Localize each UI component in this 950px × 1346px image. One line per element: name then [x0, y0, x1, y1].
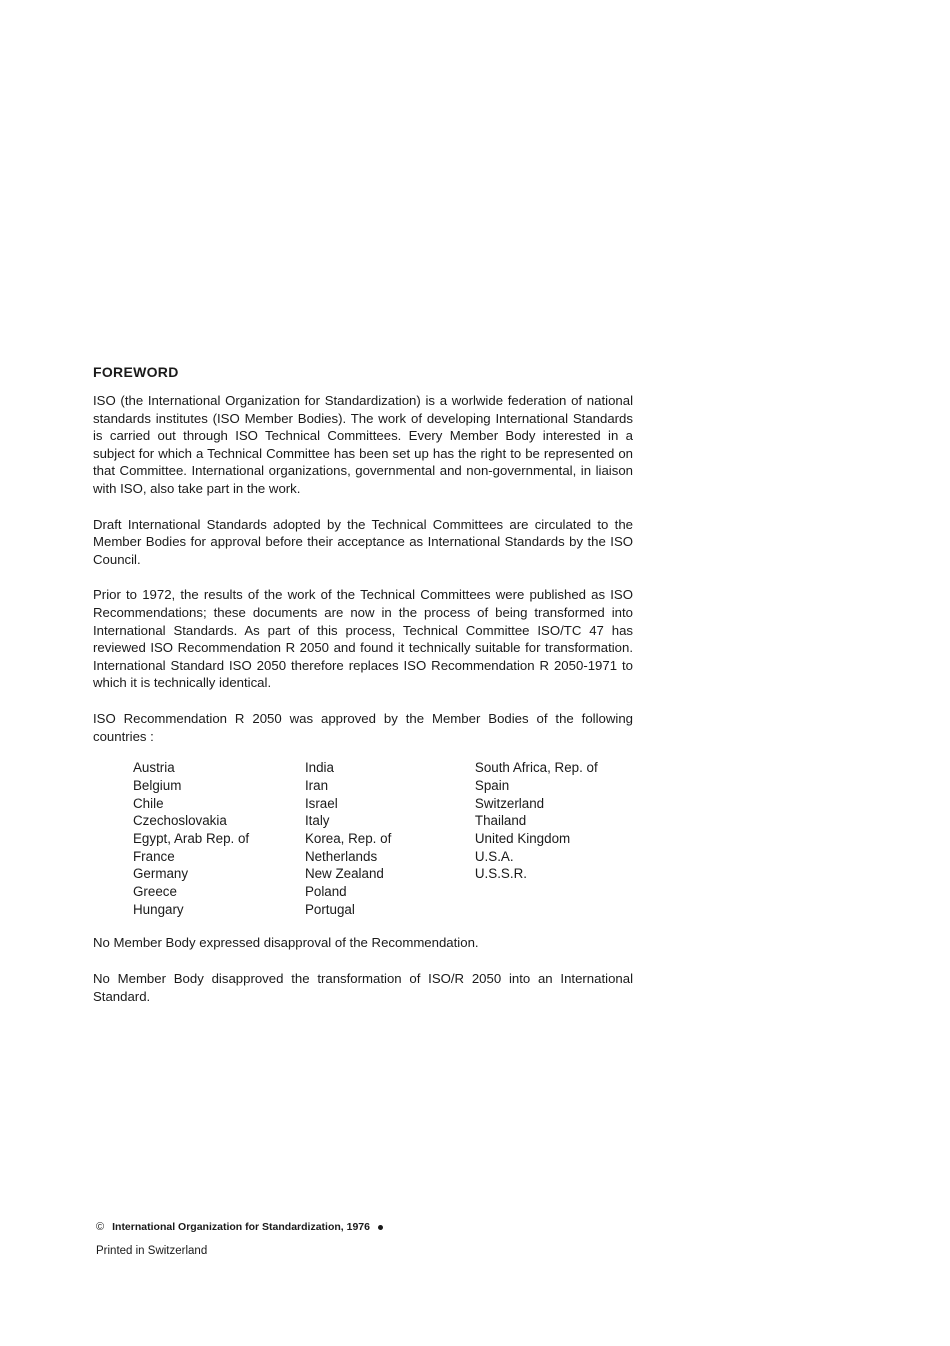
country-item: Thailand — [474, 813, 527, 829]
country-list — [133, 759, 633, 918]
country-item: United Kingdom — [474, 830, 571, 846]
country-item: Spain — [474, 777, 510, 793]
foreword-section — [93, 364, 633, 1023]
page-footer — [96, 1221, 383, 1257]
country-item: Italy — [304, 813, 330, 829]
country-item: Greece — [133, 884, 177, 900]
foreword-paragraph-iso: ISO (the International Organization for Standardization) is a worlwide federation of national standards institutes (ISO Member Bodies). The work of developing International Standards is carried out through ISO Technical Committees. Every Member Body interested in a subject for which a Technical Committee has been set up has the right to be represented on that Committee. International organizations, governmental and non-governmental, in liaison with ISO, also take part in the work. — [93, 393, 633, 496]
country-column-3 — [475, 759, 633, 918]
foreword-heading: FOREWORD — [93, 364, 179, 380]
country-item: Portugal — [304, 901, 355, 917]
country-item: U.S.S.R. — [474, 866, 527, 882]
country-item: Iran — [304, 777, 329, 793]
country-item: Austria — [133, 760, 175, 776]
country-item: Israel — [304, 795, 338, 811]
country-item: Germany — [133, 866, 189, 882]
country-item: Chile — [133, 795, 164, 811]
country-item: Switzerland — [474, 795, 545, 811]
foreword-paragraph-prior: Prior to 1972, the results of the work of the Technical Committees were published as ISO Recommendations; these documents are now in the process of being transformed into International Standards. As part of this process, Technical Committee ISO/TC 47 has reviewed ISO Recommendation R 2050 and found it technically suitable for transformation. International Standard ISO 2050 therefore replaces ISO Recommendation R 2050-1971 to which it is technically identical. — [93, 587, 633, 691]
country-column-1 — [133, 759, 305, 918]
country-item: France — [133, 848, 175, 864]
country-item: South Africa, Rep. of — [474, 760, 598, 776]
country-item: Belgium — [133, 777, 182, 793]
country-item: Netherlands — [304, 848, 378, 864]
bullet-dot-icon — [378, 1225, 383, 1230]
country-item: Korea, Rep. of — [304, 830, 392, 846]
country-item: Hungary — [133, 901, 184, 917]
printed-location: Printed in Switzerland — [96, 1245, 208, 1257]
country-item: Egypt, Arab Rep. of — [133, 830, 250, 846]
country-item: India — [304, 760, 334, 776]
country-column-2 — [305, 759, 475, 918]
foreword-paragraph-draft: Draft International Standards adopted by the Technical Committees are circulated to the Member Bodies for approval before their acceptance as International Standards by the ISO Council. — [93, 516, 633, 567]
no-disapproval-statement: No Member Body expressed disapproval of the Recommendation. — [93, 935, 479, 951]
country-item: Czechoslovakia — [133, 813, 227, 829]
copyright-text: International Organization for Standardization, 1976 — [112, 1221, 370, 1233]
copyright-icon: © — [96, 1221, 105, 1233]
no-transformation-disapproval-statement: No Member Body disapproved the transformation of ISO/R 2050 into an International Standard. — [93, 971, 633, 1004]
country-item: U.S.A. — [474, 848, 514, 864]
country-item: Poland — [304, 884, 347, 900]
copyright-line — [96, 1221, 383, 1233]
country-item: New Zealand — [304, 866, 384, 882]
foreword-paragraph-approval: ISO Recommendation R 2050 was approved by the Member Bodies of the following countries : — [93, 710, 633, 744]
